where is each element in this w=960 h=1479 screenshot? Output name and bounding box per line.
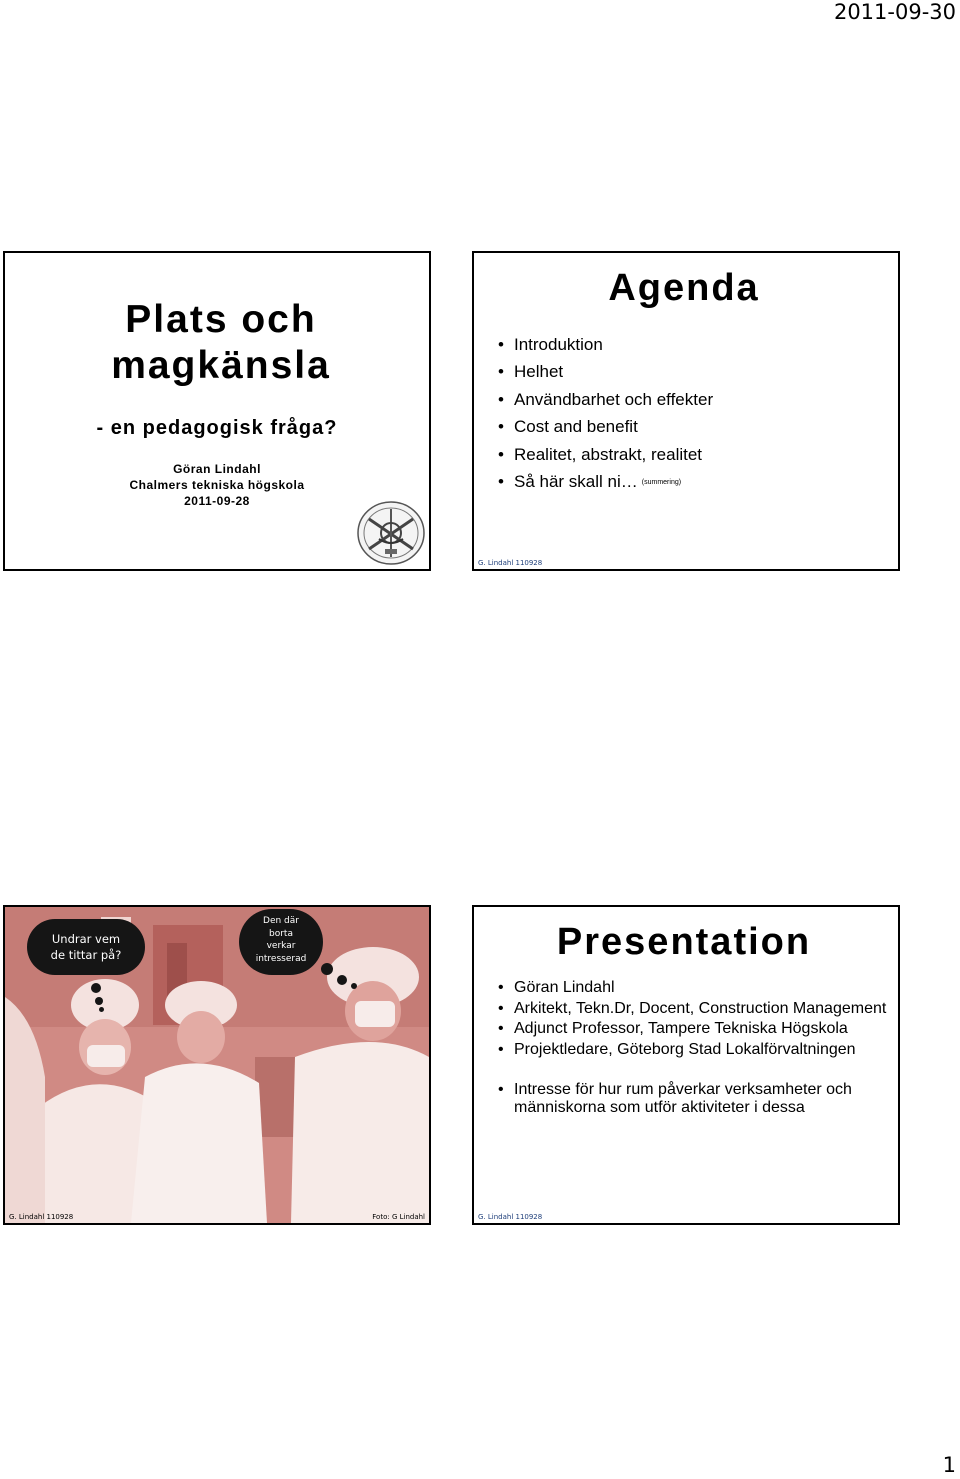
agenda-item: • Realitet, abstrakt, realitet bbox=[498, 441, 713, 468]
thought-text: verkar bbox=[266, 941, 296, 951]
slide-title-heading bbox=[5, 297, 429, 389]
slide-footer: G. Lindahl 110928 bbox=[9, 1213, 74, 1221]
slide-photo bbox=[3, 905, 431, 1225]
presentation-item: • Projektledare, Göteborg Stad Lokalförvaltningen bbox=[498, 1041, 888, 1059]
agenda-list bbox=[498, 331, 713, 496]
thought-dot bbox=[337, 975, 347, 985]
thought-text: borta bbox=[269, 928, 293, 939]
slide-footer: G. Lindahl 110928 bbox=[478, 1213, 543, 1221]
thought-text: Undrar vem bbox=[51, 932, 121, 946]
thought-bubble-left bbox=[27, 919, 145, 975]
agenda-item: • Introduktion bbox=[498, 331, 713, 358]
summary-note: (summering) bbox=[641, 478, 682, 486]
presentation-item: • Göran Lindahl bbox=[498, 979, 888, 997]
presentation-item: • Arkitekt, Tekn.Dr, Docent, Construction Management bbox=[498, 1000, 888, 1018]
presentation-item: • Intresse för hur rum påverkar verksamheter och människorna som utför aktiviteter i dessa bbox=[498, 1081, 888, 1116]
presentation-item: • Adjunct Professor, Tampere Tekniska Högskola bbox=[498, 1020, 888, 1038]
slide-title bbox=[3, 251, 431, 571]
author-name: Göran Lindahl bbox=[173, 462, 261, 476]
agenda-item: • Så här skall ni… (summering) bbox=[498, 468, 713, 496]
thought-text: de tittar på? bbox=[50, 948, 122, 962]
thought-text: Den där bbox=[263, 916, 299, 926]
agenda-item: • Användbarhet och effekter bbox=[498, 386, 713, 413]
institution-name: Chalmers tekniska högskola bbox=[129, 478, 305, 492]
chalmers-seal-logo bbox=[355, 499, 427, 567]
title-line-2: magkänsla bbox=[111, 344, 331, 387]
slide-presentation bbox=[472, 905, 900, 1225]
agenda-item: • Cost and benefit bbox=[498, 413, 713, 440]
slide-subtitle: - en pedagogisk fråga? bbox=[96, 417, 338, 439]
agenda-item: • Helhet bbox=[498, 358, 713, 385]
slide-footer: G. Lindahl 110928 bbox=[478, 559, 543, 567]
agenda-heading: Agenda bbox=[608, 267, 760, 309]
thought-text: intresserad bbox=[255, 953, 307, 964]
thought-dot bbox=[91, 983, 101, 993]
photo-credit: Foto: G Lindahl bbox=[372, 1213, 425, 1221]
thought-bubble-right bbox=[239, 909, 323, 975]
page-date: 2011-09-30 bbox=[833, 0, 956, 24]
thought-dot bbox=[95, 997, 103, 1005]
presentation-list bbox=[498, 979, 888, 1119]
thought-dot bbox=[321, 963, 333, 975]
page-number: 1 bbox=[942, 1453, 956, 1477]
slide-agenda bbox=[472, 251, 900, 571]
thought-dot bbox=[99, 1007, 104, 1012]
title-line-1: Plats och bbox=[125, 298, 317, 341]
thought-dot bbox=[351, 983, 357, 989]
presentation-date: 2011-09-28 bbox=[184, 494, 250, 508]
presentation-heading: Presentation bbox=[556, 921, 812, 963]
